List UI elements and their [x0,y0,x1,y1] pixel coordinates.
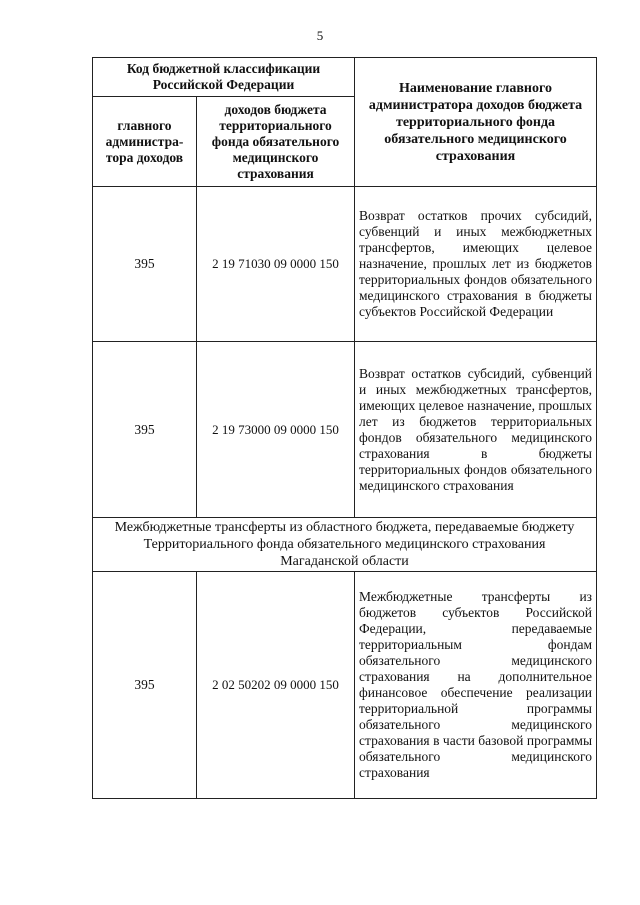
section-header-row [93,518,597,572]
header-administrator-name: Наименование главного администратора доходов бюджета территориального фонда обязательного медицинского страхования [355,58,597,187]
revenue-code-cell: 2 19 73000 09 0000 150 [197,342,355,518]
table-row [93,572,597,799]
table-row [93,342,597,518]
table-header-row [93,58,597,97]
admin-code-cell: 395 [93,342,197,518]
revenue-code-cell: 2 19 71030 09 0000 150 [197,187,355,342]
header-budget-code-group: Код бюджетной классификации Российской Федерации [93,58,355,97]
description-cell: Межбюджетные трансферты из бюджетов субъектов Российской Федерации, передаваемые территориальным фондам обязательного медицинского страхования на дополнительное финансовое обеспечение реализации территориальной программы обязательного медицинского страхования в части базовой программы обязательного медицинского страхования [355,572,597,799]
description-cell: Возврат остатков прочих субсидий, субвенций и иных межбюджетных трансфертов, имеющих целевое назначение, прошлых лет из бюджетов территориальных фондов обязательного медицинского страхования в бюджеты субъектов Российской Федерации [355,187,597,342]
header-fund-revenue-code: доходов бюджета территориального фонда обязательного медицинского страхования [197,97,355,187]
section-title: Межбюджетные трансферты из областного бюджета, передаваемые бюджету Территориального фонда обязательного медицинского страхования Магаданской области [93,518,597,572]
admin-code-cell: 395 [93,572,197,799]
header-main-administrator: главного администра-тора доходов [93,97,197,187]
admin-code-cell: 395 [93,187,197,342]
description-cell: Возврат остатков субсидий, субвенций и иных межбюджетных трансфертов, имеющих целевое назначение, прошлых лет из бюджетов территориальных фондов обязательного медицинского страхования в бюджеты территориальных фондов обязательного медицинского страхования [355,342,597,518]
page-number: 5 [316,28,324,43]
revenue-code-cell: 2 02 50202 09 0000 150 [197,572,355,799]
budget-classification-table [92,57,597,799]
table-row [93,187,597,342]
